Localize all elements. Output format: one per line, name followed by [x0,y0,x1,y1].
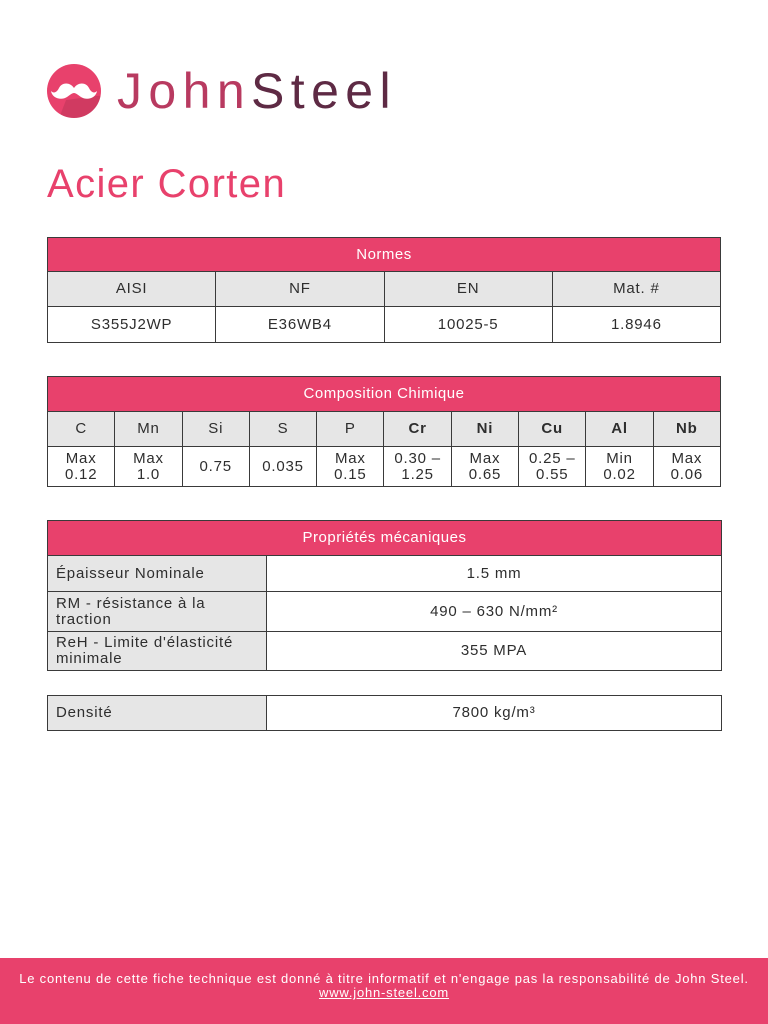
densite-table [47,695,722,731]
mecanique-label-rm: RM - résistance à la traction [48,592,267,632]
composition-value-mn: Max 1.0 [115,447,182,487]
composition-heading-row [48,377,721,412]
mecanique-label-epaisseur: Épaisseur Nominale [48,556,267,592]
composition-header-c: C [48,412,115,447]
composition-heading: Composition Chimique [48,377,721,412]
mecanique-row [48,592,722,632]
mecanique-heading: Propriétés mécaniques [48,521,722,556]
composition-value-row [48,447,721,487]
normes-value-aisi: S355J2WP [48,307,216,343]
composition-value-si: 0.75 [182,447,249,487]
composition-header-s: S [249,412,316,447]
normes-heading-row [48,238,721,272]
composition-value-c: Max 0.12 [48,447,115,487]
logo-word-steel: Steel [251,63,397,119]
composition-header-cu: Cu [519,412,586,447]
normes-heading: Normes [48,238,721,272]
website-link[interactable]: www.john-steel.com [319,985,449,1000]
normes-header-nf: NF [216,272,384,307]
mecanique-row [48,556,722,592]
composition-header-nb: Nb [653,412,720,447]
composition-header-cr: Cr [384,412,451,447]
mecanique-value-reh: 355 MPA [267,632,722,671]
normes-table [47,237,721,343]
densite-value: 7800 kg/m³ [267,696,722,731]
composition-header-si: Si [182,412,249,447]
mecanique-value-rm: 490 – 630 N/mm² [267,592,722,632]
normes-header-row [48,272,721,307]
footer-bar [0,958,768,1024]
composition-value-al: Min 0.02 [586,447,653,487]
normes-value-nf: E36WB4 [216,307,384,343]
logo-wordmark [117,63,397,119]
composition-value-cu: 0.25 – 0.55 [519,447,586,487]
normes-header-aisi: AISI [48,272,216,307]
densite-label: Densité [48,696,267,731]
normes-value-row [48,307,721,343]
composition-value-s: 0.035 [249,447,316,487]
densite-row [48,696,722,731]
logo-word-john: John [117,63,252,119]
normes-value-en: 10025-5 [384,307,552,343]
johnsteel-logo [0,0,420,140]
mecanique-heading-row [48,521,722,556]
normes-header-en: EN [384,272,552,307]
composition-value-nb: Max 0.06 [653,447,720,487]
mecanique-row [48,632,722,671]
page-title: Acier Corten [47,162,287,206]
mustache-icon [47,64,101,118]
footer-disclaimer: Le contenu de cette fiche technique est donné à titre informatif et n'engage pas la responsabilité de John Steel. [19,971,749,986]
mecanique-label-reh: ReH - Limite d'élasticité minimale [48,632,267,671]
composition-header-p: P [317,412,384,447]
composition-value-ni: Max 0.65 [451,447,518,487]
composition-value-p: Max 0.15 [317,447,384,487]
composition-table [47,376,721,487]
composition-header-al: Al [586,412,653,447]
normes-header-mat: Mat. # [552,272,720,307]
composition-header-ni: Ni [451,412,518,447]
composition-value-cr: 0.30 – 1.25 [384,447,451,487]
composition-header-row [48,412,721,447]
normes-value-mat: 1.8946 [552,307,720,343]
mecanique-value-epaisseur: 1.5 mm [267,556,722,592]
mecanique-table [47,520,722,671]
composition-header-mn: Mn [115,412,182,447]
